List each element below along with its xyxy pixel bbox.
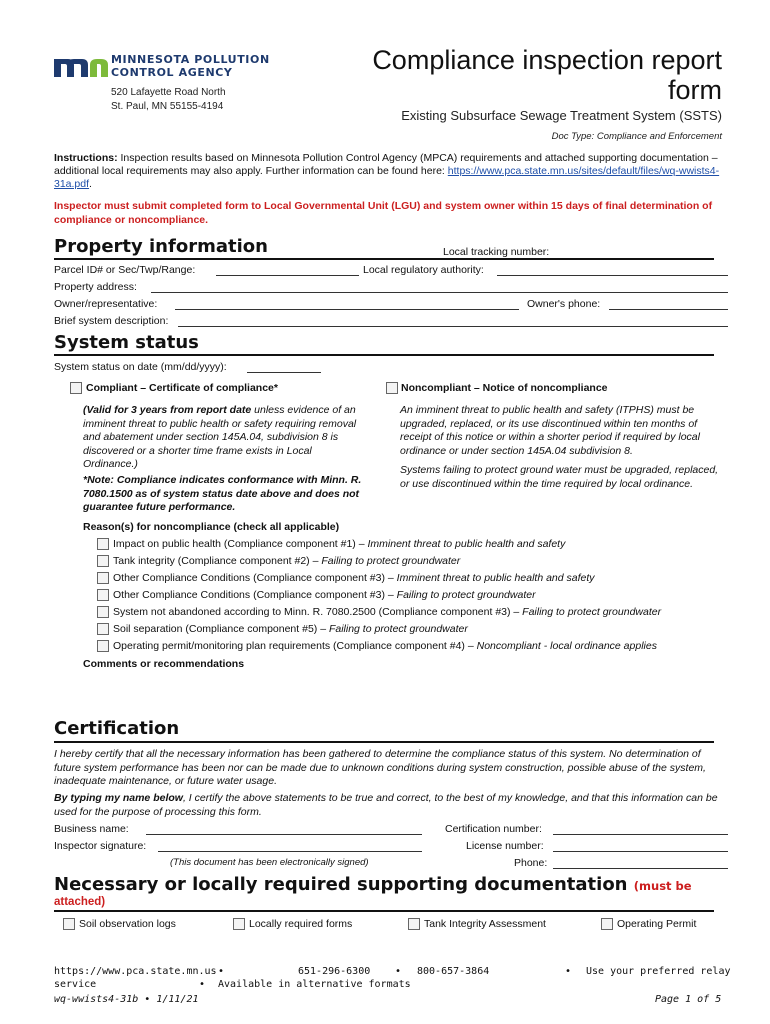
signature-field[interactable] bbox=[158, 841, 422, 852]
footer-alt-formats: Available in alternative formats bbox=[218, 979, 411, 990]
typing-bold: By typing my name below bbox=[54, 792, 183, 804]
page-title bbox=[342, 45, 722, 105]
footer-phone1: 651-296-6300 bbox=[298, 966, 371, 977]
cert-number-label: Certification number: bbox=[445, 823, 542, 835]
electronic-note: (This document has been electronically signed) bbox=[170, 857, 369, 868]
compliant-valid-bold: (Valid for 3 years from report date bbox=[83, 404, 252, 416]
footer-bullet: • bbox=[218, 966, 225, 977]
address-line1: 520 Lafayette Road North bbox=[111, 87, 226, 98]
instructions-period: . bbox=[89, 178, 92, 190]
footer-bullet: • bbox=[199, 979, 206, 990]
certification-heading: Certification bbox=[54, 718, 180, 739]
certification-statement: I hereby certify that all the necessary information has been gathered to determine the compliance status of this system. No determination of future system performance has been nor can be made due to unknown conditions during system construction, possible abuse of the system, inadequate maintenance, or future water usage. bbox=[54, 748, 706, 787]
compliant-validity-text: unless evidence of an imminent threat to public health or safety requiring removal and abatement under section 145A.04, subdivision 8 is discovered or a shorter time frame exists in Local Ordinance.) bbox=[83, 404, 357, 470]
owner-phone-field[interactable] bbox=[609, 299, 728, 310]
reason-main: Other Compliance Conditions (Compliance component #3) – bbox=[113, 589, 397, 601]
footer-bullet: • bbox=[565, 966, 572, 977]
page-subtitle: Existing Subsurface Sewage Treatment System (SSTS) bbox=[401, 108, 722, 123]
footer-bullet: • bbox=[395, 966, 402, 977]
agency-address bbox=[111, 86, 226, 114]
reason-checkbox[interactable] bbox=[97, 538, 109, 550]
reason-label bbox=[113, 589, 536, 601]
doc-checkbox-tank[interactable] bbox=[408, 918, 420, 930]
reason-main: Impact on public health (Compliance component #1) – bbox=[113, 538, 368, 550]
cert-number-field[interactable] bbox=[553, 824, 728, 835]
license-field[interactable] bbox=[553, 841, 728, 852]
business-field[interactable] bbox=[146, 824, 422, 835]
reason-main: Operating permit/monitoring plan requirements (Compliance component #4) – bbox=[113, 640, 477, 652]
status-heading: System status bbox=[54, 332, 199, 353]
agency-name bbox=[111, 53, 270, 79]
property-rule bbox=[54, 258, 714, 260]
noncompliant-text-2: Systems failing to protect ground water must be upgraded, replaced, or use discontinued within the time required by local ordinance. bbox=[400, 464, 719, 490]
reason-detail: Failing to protect groundwater bbox=[396, 589, 536, 601]
reason-label bbox=[113, 538, 565, 550]
doc-checkbox-soil[interactable] bbox=[63, 918, 75, 930]
title-line1: Compliance inspection report bbox=[372, 45, 722, 75]
reason-detail: Failing to protect groundwater bbox=[328, 623, 468, 635]
doc-label-tank: Tank Integrity Assessment bbox=[424, 918, 546, 930]
agency-name-line1: MINNESOTA POLLUTION bbox=[111, 53, 270, 66]
footer-phone2: 800-657-3864 bbox=[417, 966, 490, 977]
footer-service: service bbox=[54, 979, 97, 990]
description-label: Brief system description: bbox=[54, 315, 169, 327]
reason-label bbox=[113, 640, 657, 652]
footer-doc-id: wq-wwists4-31b • 1/11/21 bbox=[54, 994, 199, 1005]
reason-label bbox=[113, 606, 661, 618]
signature-label: Inspector signature: bbox=[54, 840, 147, 852]
typing-text: , I certify the above statements to be true and correct, to the best of my knowledge, and that this information can be used for the purpose of processing this form. bbox=[54, 792, 718, 818]
status-date-field[interactable] bbox=[247, 362, 321, 373]
doc-label-soil: Soil observation logs bbox=[79, 918, 176, 930]
doc-checkbox-permit[interactable] bbox=[601, 918, 613, 930]
reason-main: Soil separation (Compliance component #5) – bbox=[113, 623, 329, 635]
authority-label: Local regulatory authority: bbox=[363, 264, 484, 276]
compliance-note: *Note: Compliance indicates conformance with Minn. R. 7080.1500 as of system status date above and does not guarantee future performance. bbox=[83, 474, 362, 513]
agency-name-line2: CONTROL AGENCY bbox=[111, 66, 233, 79]
reason-detail: Imminent threat to public health and safety bbox=[396, 572, 595, 584]
reason-detail: Noncompliant - local ordinance applies bbox=[476, 640, 657, 652]
reason-main: Tank integrity (Compliance component #2) – bbox=[113, 555, 322, 567]
noncompliant-text-1: An imminent threat to public health and safety (ITPHS) must be upgraded, replaced, or its use discontinued within ten months of receipt of this notice or within a shorter period if required by local ordinance or under section 145A.04 subdivision 8. bbox=[400, 404, 700, 457]
footer-url[interactable]: https://www.pca.state.mn.us bbox=[54, 966, 217, 977]
instructions-link[interactable]: https://www.pca.state.mn.us/sites/default/files/wq-wwists4-31a.pdf bbox=[54, 165, 720, 190]
parcel-field[interactable] bbox=[216, 265, 359, 276]
license-label: License number: bbox=[466, 840, 544, 852]
parcel-label: Parcel ID# or Sec/Twp/Range: bbox=[54, 264, 196, 276]
instructions-label: Instructions: bbox=[54, 152, 118, 164]
reason-checkbox[interactable] bbox=[97, 623, 109, 635]
cert-phone-label: Phone: bbox=[514, 857, 548, 869]
certification-rule bbox=[54, 741, 714, 743]
tracking-label: Local tracking number: bbox=[443, 246, 550, 258]
instructions-text: Inspection results based on Minnesota Pollution Control Agency (MPCA) requirements and attached supporting documentation – additional local requirements may also apply. Further information can be found here: bbox=[54, 152, 718, 177]
reason-checkbox[interactable] bbox=[97, 640, 109, 652]
noncompliant-checkbox[interactable] bbox=[386, 382, 398, 394]
noncompliant-label: Noncompliant – Notice of noncompliance bbox=[401, 382, 608, 394]
status-rule bbox=[54, 354, 714, 356]
doc-type: Doc Type: Compliance and Enforcement bbox=[551, 131, 722, 142]
reason-detail: Imminent threat to public health and safety bbox=[367, 538, 566, 550]
docs-heading bbox=[54, 874, 692, 895]
docs-required-note: (must be bbox=[633, 879, 692, 893]
reason-main: Other Compliance Conditions (Compliance component #3) – bbox=[113, 572, 397, 584]
reason-checkbox[interactable] bbox=[97, 606, 109, 618]
status-date-label: System status on date (mm/dd/yyyy): bbox=[54, 361, 227, 373]
doc-checkbox-local[interactable] bbox=[233, 918, 245, 930]
compliant-text bbox=[83, 404, 368, 472]
cert-phone-field[interactable] bbox=[553, 858, 728, 869]
footer-relay: Use your preferred relay bbox=[586, 966, 731, 977]
description-field[interactable] bbox=[178, 316, 728, 327]
reason-checkbox[interactable] bbox=[97, 555, 109, 567]
reasons-heading: Reason(s) for noncompliance (check all applicable) bbox=[83, 521, 340, 533]
owner-field[interactable] bbox=[175, 299, 519, 310]
reason-label bbox=[113, 572, 595, 584]
docs-heading-text: Necessary or locally required supporting documentation bbox=[54, 874, 628, 895]
business-label: Business name: bbox=[54, 823, 129, 835]
address-line2: St. Paul, MN 55155-4194 bbox=[111, 101, 224, 112]
doc-label-permit: Operating Permit bbox=[617, 918, 697, 930]
typing-statement bbox=[54, 792, 724, 819]
reason-checkbox[interactable] bbox=[97, 572, 109, 584]
owner-label: Owner/representative: bbox=[54, 298, 158, 310]
authority-field[interactable] bbox=[497, 265, 728, 276]
compliant-checkbox[interactable] bbox=[70, 382, 82, 394]
property-address-field[interactable] bbox=[151, 282, 728, 293]
phone-label: Owner's phone: bbox=[527, 298, 601, 310]
reason-detail: Failing to protect groundwater bbox=[321, 555, 461, 567]
doc-label-local: Locally required forms bbox=[249, 918, 353, 930]
compliant-label: Compliant – Certificate of compliance* bbox=[86, 382, 278, 394]
instructions bbox=[54, 152, 722, 191]
footer-page: Page 1 of 5 bbox=[655, 994, 722, 1005]
property-heading: Property information bbox=[54, 236, 268, 257]
submission-warning: Inspector must submit completed form to Local Governmental Unit (LGU) and system owner within 15 days of final determination of compliance or noncompliance. bbox=[54, 200, 713, 226]
reason-label bbox=[113, 623, 468, 635]
title-line2: form bbox=[668, 75, 722, 105]
docs-required-note-2: attached) bbox=[54, 896, 106, 908]
docs-rule bbox=[54, 910, 714, 912]
reason-label bbox=[113, 555, 460, 567]
reason-checkbox[interactable] bbox=[97, 589, 109, 601]
mpca-logo-icon bbox=[54, 55, 108, 77]
comments-field[interactable] bbox=[83, 674, 723, 714]
address-label: Property address: bbox=[54, 281, 137, 293]
reason-detail: Failing to protect groundwater bbox=[522, 606, 662, 618]
comments-label: Comments or recommendations bbox=[83, 658, 245, 670]
reason-main: System not abandoned according to Minn. R. 7080.2500 (Compliance component #3) – bbox=[113, 606, 523, 618]
